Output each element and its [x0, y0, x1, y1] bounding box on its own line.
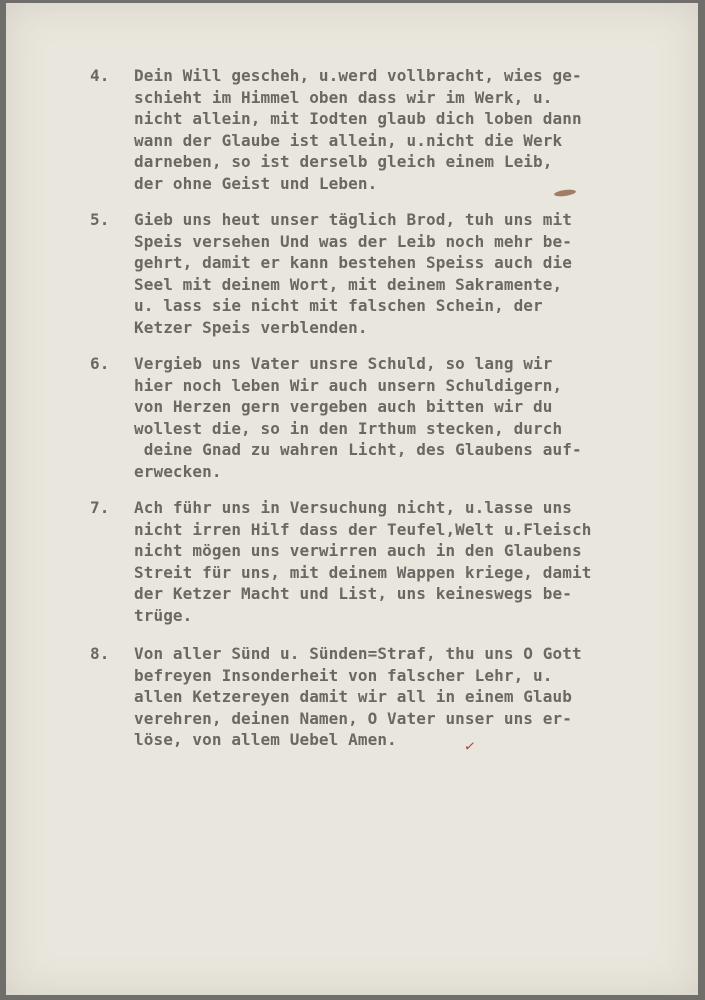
verse-line: erwecken.	[134, 461, 222, 481]
verse-5	[90, 209, 700, 338]
verse-line: nicht irren Hilf dass der Teufel,Welt u.Fleisch	[134, 519, 592, 539]
verse-line: von Herzen gern vergeben auch bitten wir du	[134, 397, 553, 416]
verse-line: löse, von allem Uebel Amen.	[134, 730, 397, 749]
verse-number: 6.	[90, 354, 110, 373]
verse-line: deine Gnad zu wahren Licht, des Glaubens auf-	[134, 440, 582, 459]
verse-number: 8.	[90, 644, 110, 663]
verse-line: allen Ketzereyen damit wir all in einem Glaub	[134, 687, 572, 706]
verse-line: gehrt, damit er kann bestehen Speiss auch die	[134, 253, 572, 272]
verse-number: 5.	[90, 210, 110, 229]
verse-line: Gieb uns heut unser täglich Brod, tuh uns mit	[134, 210, 572, 229]
verse-line: nicht allein, mit Iodten glaub dich loben dann	[134, 109, 582, 128]
verse-line: Ach führ uns in Versuchung nicht, u.lasse uns	[134, 498, 572, 517]
verse-line: der Ketzer Macht und List, uns keineswegs be-	[134, 584, 572, 603]
verse-line: Vergieb uns Vater unsre Schuld, so lang wir	[134, 354, 553, 373]
verse-line: nicht mögen uns verwirren auch in den Glaubens	[134, 541, 582, 560]
verse-line: schieht im Himmel oben dass wir im Werk, u.	[134, 87, 553, 107]
verse-line: darneben, so ist derselb gleich einem Leib,	[134, 152, 553, 171]
verse-line: verehren, deinen Namen, O Vater unser uns er-	[134, 708, 572, 728]
verse-line: der ohne Geist und Leben.	[134, 173, 378, 193]
verse-line: befreyen Insonderheit von falscher Lehr, u.	[134, 665, 553, 685]
verse-line: Seel mit deinem Wort, mit deinem Sakramente,	[134, 274, 563, 294]
verse-line: hier noch leben Wir auch unsern Schuldigern,	[134, 375, 563, 395]
verse-7	[90, 497, 700, 626]
verse-6	[90, 353, 700, 482]
verse-number: 7.	[90, 498, 110, 517]
verse-line: wollest die, so in den Irthum stecken, durch	[134, 418, 563, 438]
document-page	[6, 3, 698, 995]
verse-line: u. lass sie nicht mit falschen Schein, der	[134, 296, 543, 315]
verse-line: Ketzer Speis verblenden.	[134, 317, 368, 337]
verse-line: Speis versehen Und was der Leib noch mehr be-	[134, 231, 572, 251]
check-mark-icon: ✓	[462, 738, 477, 756]
verse-line: trüge.	[134, 605, 193, 625]
verse-line: wann der Glaube ist allein, u.nicht die Werk	[134, 130, 563, 150]
verse-line: Dein Will gescheh, u.werd vollbracht, wies ge-	[134, 66, 582, 85]
verse-4	[90, 65, 700, 194]
verse-number: 4.	[90, 66, 110, 85]
verse-8	[90, 643, 700, 751]
verse-line: Streit für uns, mit deinem Wappen kriege, damit	[134, 562, 592, 582]
verse-line: Von aller Sünd u. Sünden=Straf, thu uns O Gott	[134, 644, 582, 663]
